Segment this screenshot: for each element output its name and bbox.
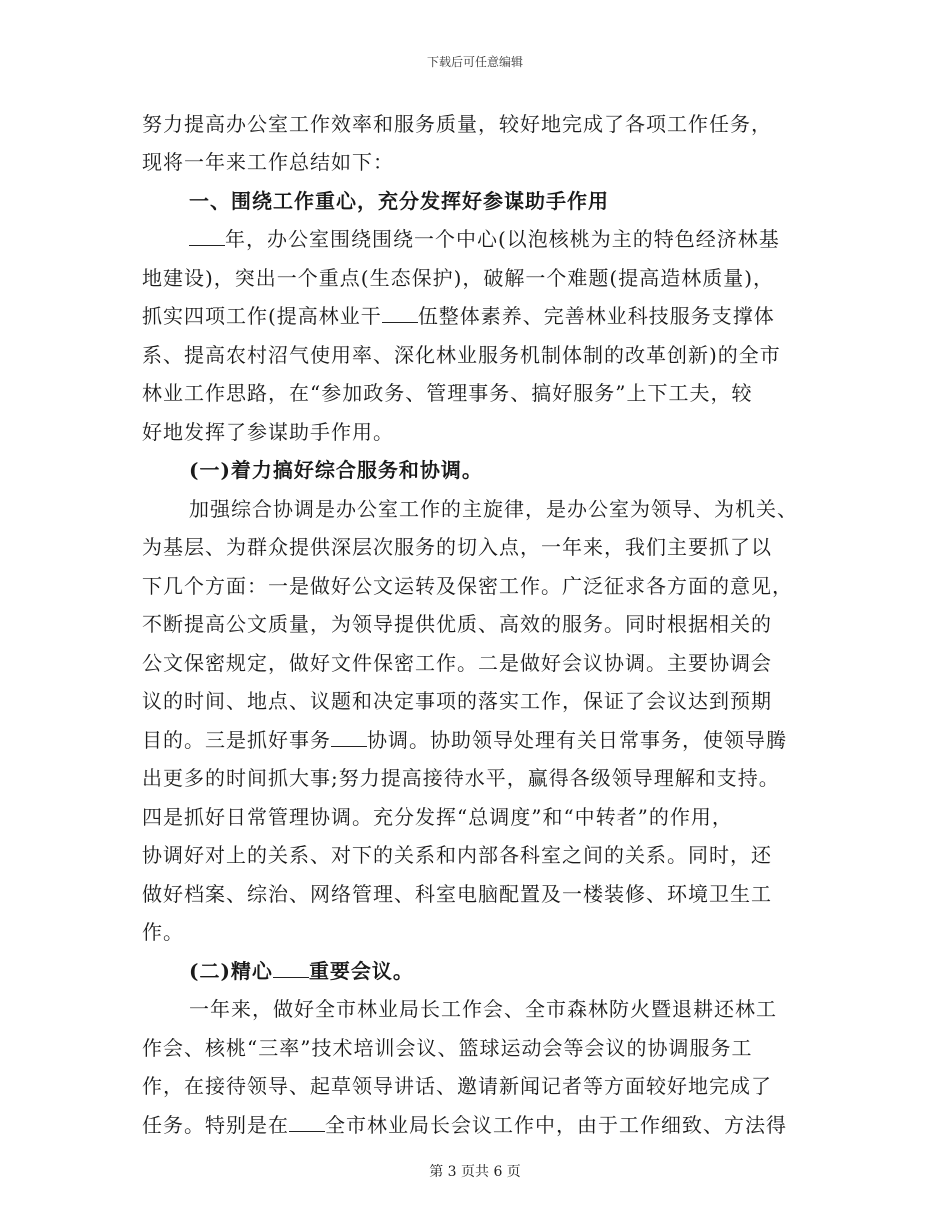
blank-underline: [382, 304, 418, 323]
body-line: 一年来，做好全市林业局长工作会、全市森林防火暨退耕还林工: [189, 997, 777, 1021]
page-footer: 第 3 页共 6 页: [429, 1164, 521, 1180]
body-line: 协调好对上的关系、对下的关系和内部各科室之间的关系。同时，还: [142, 843, 772, 867]
body-line: 林业工作思路，在“参加政务、管理事务、搞好服务”上下工夫，较: [142, 381, 753, 405]
blank-underline: [331, 728, 367, 747]
page-header: 下载后可任意编辑: [426, 55, 523, 69]
body-line: [189, 225, 780, 253]
body-line: 不断提高公文质量，为领导提供优质、高效的服务。同时根据相关的: [142, 612, 772, 636]
body-line: [142, 1111, 787, 1139]
body-line-text: 年，办公室围绕围绕一个中心(以泡核桃为主的特色经济林基: [225, 227, 780, 251]
body-line: 作会、核桃“三率”技术培训会议、篮球运动会等会议的协调服务工: [142, 1036, 753, 1060]
body-line-text: 任务。特别是在: [142, 1113, 289, 1137]
body-line: 议的时间、地点、议题和决定事项的落实工作，保证了会议达到预期: [142, 689, 772, 713]
subsection-heading: (一)着力搞好综合服务和协调。: [189, 458, 483, 482]
subsection-heading: [189, 957, 414, 985]
body-line-text: 伍整体素养、完善林业科技服务支撑体: [417, 304, 775, 328]
body-line: 公文保密规定，做好文件保密工作。二是做好会议协调。主要协调会: [142, 651, 772, 675]
body-line-text: 重要会议。: [308, 959, 414, 983]
body-line-text: 全市林业局长会议工作中，由于工作细致、方法得: [325, 1113, 787, 1137]
body-line: 地建设)，突出一个重点(生态保护)，破解一个难题(提高造林质量)，: [142, 266, 775, 290]
body-line-text: 抓实四项工作(提高林业干: [142, 304, 382, 328]
body-line: [142, 302, 775, 330]
body-line: 努力提高办公室工作效率和服务质量，较好地完成了各项工作任务，: [142, 112, 772, 136]
body-line: 做好档案、综治、网络管理、科室电脑配置及一楼装修、环境卫生工: [142, 882, 772, 906]
body-line: 加强综合协调是办公室工作的主旋律，是办公室为领导、为机关、: [189, 497, 798, 521]
blank-underline: [189, 227, 225, 246]
blank-underline: [273, 959, 309, 978]
body-line: 为基层、为群众提供深层次服务的切入点，一年来，我们主要抓了以: [142, 535, 772, 559]
body-line: 现将一年来工作总结如下：: [142, 150, 394, 174]
blank-underline: [289, 1113, 325, 1132]
body-line-text: 目的。三是抓好事务: [142, 728, 331, 752]
body-line-text: 协调。协助领导处理有关日常事务，使领导腾: [367, 728, 787, 752]
body-line: 好地发挥了参谋助手作用。: [142, 420, 394, 444]
body-line-text: (二)精心: [189, 959, 273, 983]
section-heading: 一、围绕工作重心，充分发挥好参谋助手作用: [189, 189, 609, 213]
body-line: 作。: [142, 920, 184, 944]
body-line: [142, 726, 787, 754]
body-line: 作，在接待领导、起草领导讲话、邀请新闻记者等方面较好地完成了: [142, 1074, 772, 1098]
body-line: 四是抓好日常管理协调。充分发挥“总调度”和“中转者”的作用，: [142, 805, 733, 829]
body-line: 下几个方面：一是做好公文运转及保密工作。广泛征求各方面的意见，: [142, 574, 793, 598]
body-line: 系、提高农村沼气使用率、深化林业服务机制体制的改革创新)的全市: [142, 343, 781, 367]
body-line: 出更多的时间抓大事;努力提高接待水平，赢得各级领导理解和支持。: [142, 766, 780, 790]
